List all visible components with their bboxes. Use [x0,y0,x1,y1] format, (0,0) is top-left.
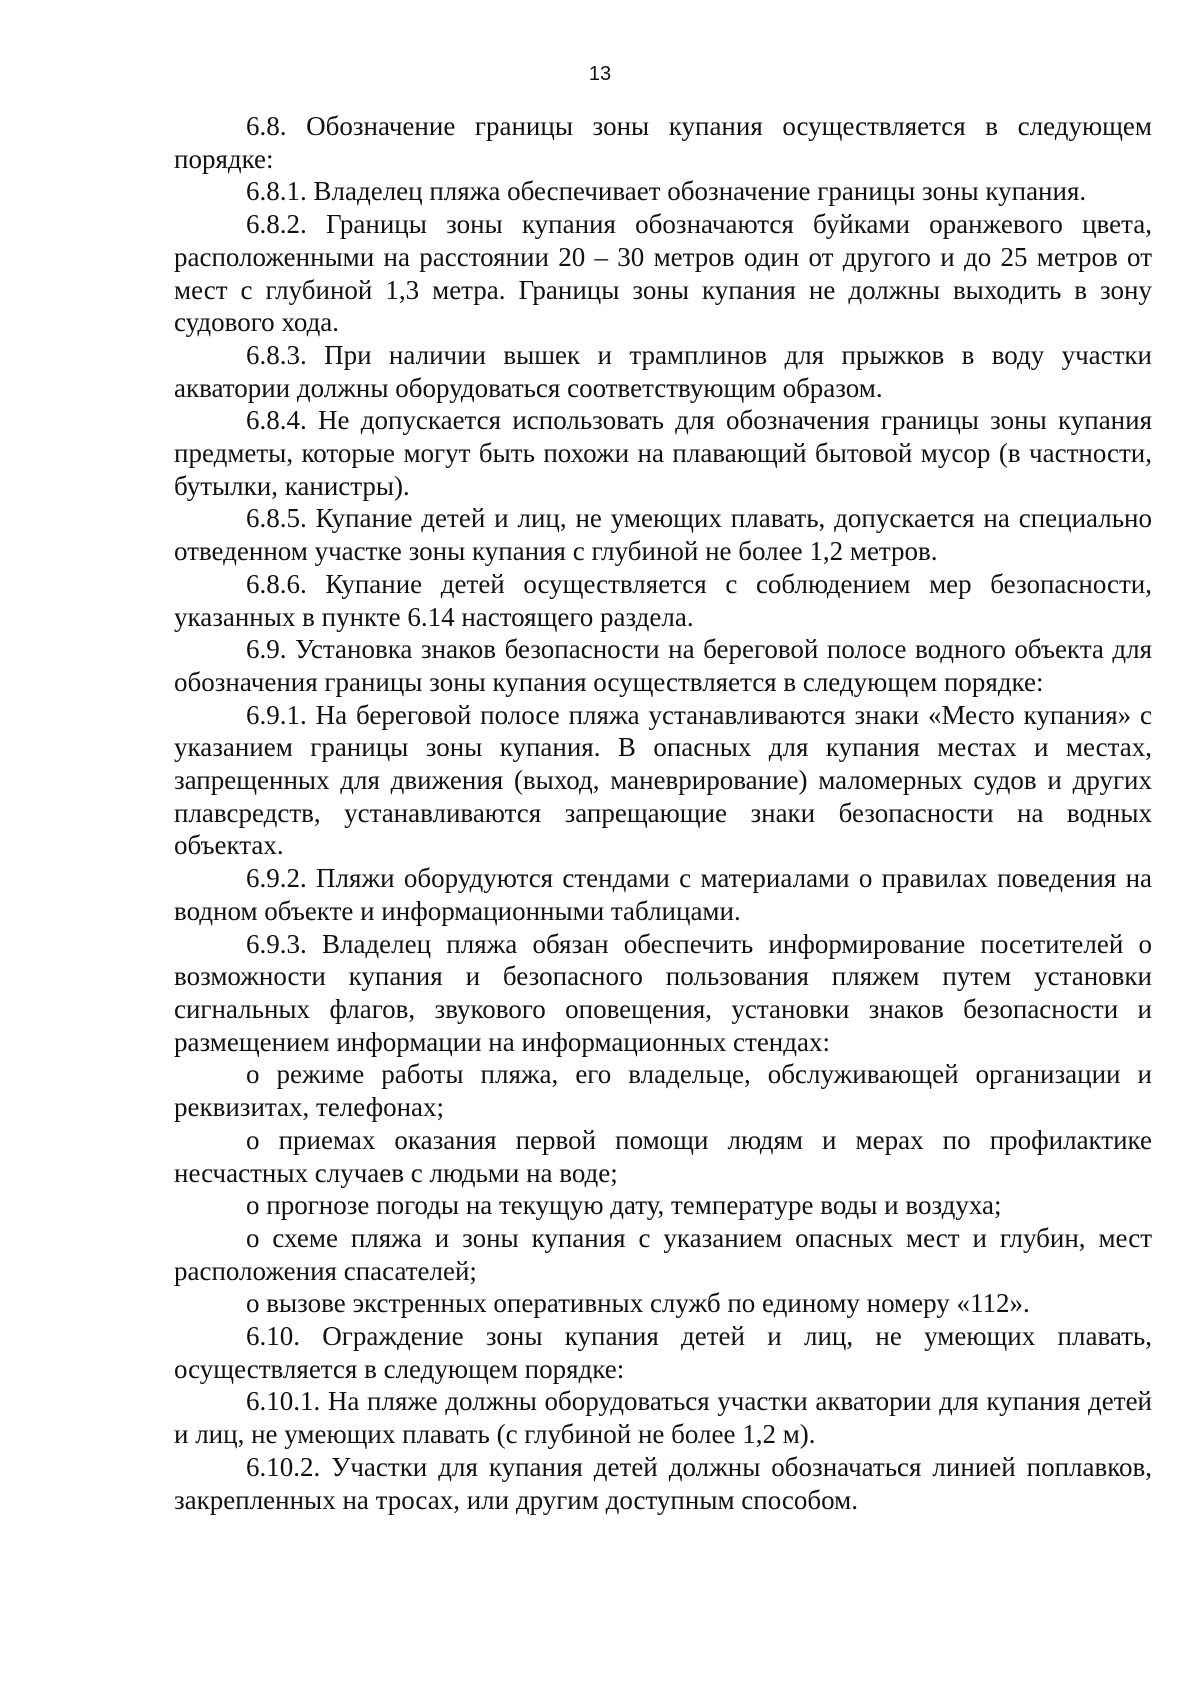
paragraph-6-9-2: 6.9.2. Пляжи оборудуются стендами с материалами о правилах поведения на водном объекте и информационными таблицами. [174,863,1152,926]
info-item-beach-scheme: о схеме пляжа и зоны купания с указанием опасных мест и глубин, мест расположения спасателей; [174,1222,1152,1286]
info-item-work-schedule: о режиме работы пляжа, его владельце, обслуживающей организации и реквизитах, телефонах; [174,1059,1152,1123]
paragraph-6-10: 6.10. Ограждение зоны купания детей и лиц, не умеющих плавать, осуществляется в следующем порядке: [174,1321,1152,1384]
paragraph-6-8-5: 6.8.5. Купание детей и лиц, не умеющих плавать, допускается на специально отведенном участке зоны купания с глубиной не более 1,2 метров. [174,503,1152,567]
info-item-weather: о прогнозе погоды на текущую дату, температуре воды и воздуха; [246,1190,1002,1221]
info-item-first-aid: о приемах оказания первой помощи людям и мерах по профилактике несчастных случаев с людьми на воде; [174,1124,1152,1188]
document-body [174,110,1152,1516]
paragraph-6-8-3: 6.8.3. При наличии вышек и трамплинов для прыжков в воду участки акватории должны оборудоваться соответствующим образом. [174,339,1152,403]
paragraph-6-8-6: 6.8.6. Купание детей осуществляется с соблюдением мер безопасности, указанных в пункте 6.14 настоящего раздела. [174,568,1152,632]
paragraph-6-10-1: 6.10.1. На пляже должны оборудоваться участки акватории для купания детей и лиц, не умеющих плавать (с глубиной не более 1,2 м). [174,1386,1152,1450]
paragraph-6-8-2: 6.8.2. Границы зоны купания обозначаются буйками оранжевого цвета, расположенными на расстоянии 20 – 30 метров один от другого и до 25 метров от мест с глубиной 1,3 метра. Границы зоны купания не должны выходить в зону судового хода. [174,209,1152,338]
paragraph-6-9: 6.9. Установка знаков безопасности на береговой полосе водного объекта для обозначения границы зоны купания осуществляется в следующем порядке: [174,634,1152,697]
paragraph-6-8-4: 6.8.4. Не допускается использовать для обозначения границы зоны купания предметы, которые могут быть похожи на плавающий бытовой мусор (в частности, бутылки, канистры). [174,405,1152,501]
page-number: 13 [588,63,612,85]
paragraph-6-8: 6.8. Обозначение границы зоны купания осуществляется в следующем порядке: [174,111,1152,174]
paragraph-6-9-1: 6.9.1. На береговой полосе пляжа устанавливаются знаки «Место купания» с указанием границы зоны купания. В опасных для купания местах и местах, запрещенных для движения (выход, маневрирование) маломерных судов и других плавсредств, устанавливаются запрещающие знаки безопасности на водных объектах. [174,699,1152,861]
paragraph-6-8-1: 6.8.1. Владелец пляжа обеспечивает обозначение границы зоны купания. [246,176,1087,207]
paragraph-6-9-3: 6.9.3. Владелец пляжа обязан обеспечить информирование посетителей о возможности купания и безопасного пользования пляжем путем установки сигнальных флагов, звукового оповещения, установки знаков безопасности и размещением информации на информационных стендах: [174,928,1152,1057]
paragraph-6-10-2: 6.10.2. Участки для купания детей должны обозначаться линией поплавков, закрепленных на тросах, или другим доступным способом. [174,1451,1152,1515]
info-item-emergency-number: о вызове экстренных оперативных служб по единому номеру «112». [246,1288,1030,1319]
